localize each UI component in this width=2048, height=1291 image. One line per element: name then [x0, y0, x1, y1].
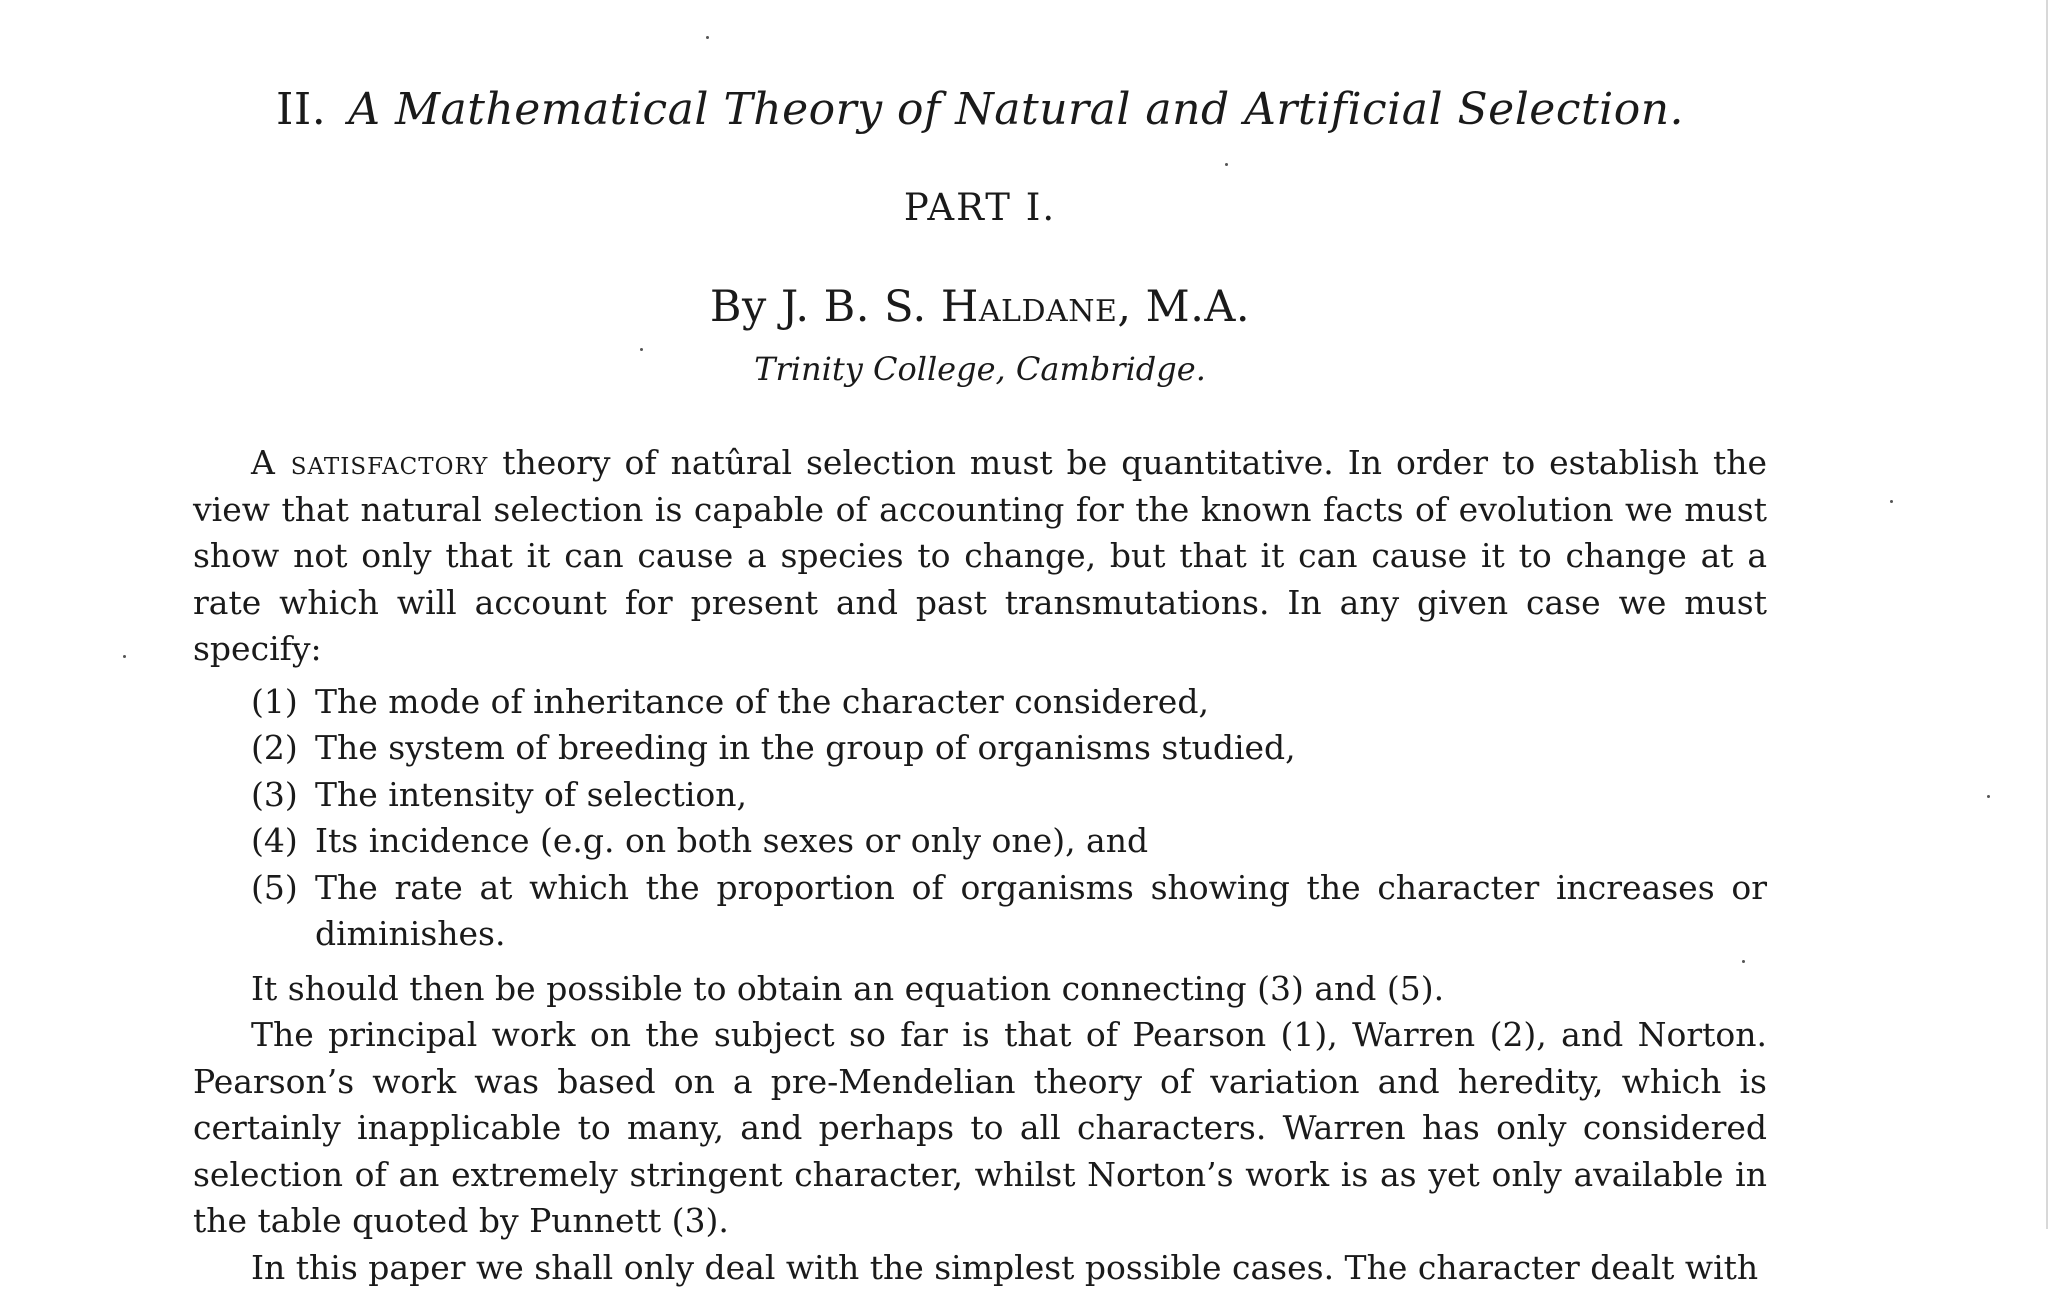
title-text: A Mathematical Theory of Natural and Artificial Selection.	[348, 84, 1684, 135]
list-item	[251, 818, 1767, 865]
list-item	[251, 679, 1767, 726]
byline-prefix: By J. B. S.	[710, 282, 927, 332]
list-item	[251, 772, 1767, 819]
paper-body	[193, 440, 1767, 1291]
scan-speck	[1742, 960, 1745, 963]
principal-work-paragraph: The principal work on the subject so far is that of Pearson (1), Warren (2), and Norton. Pearson’s work was based on a pre-Mendelian theory of variation and heredity, which is certainly inapplicable to many, and perhaps to all characters. Warren has only considered selection of an extremely stringent character, whilst Norton’s work is as yet only available in the table quoted by Punnett (3).	[193, 1012, 1767, 1245]
byline-suffix: , M.A.	[1117, 282, 1250, 332]
list-item-text: The intensity of selection,	[315, 775, 747, 814]
intro-text: theory of natûral selection must be quantitative. In order to establish the view that natural selection is capable of accounting for the known facts of evolution we must show not only that it can cause a species to change, but that it can cause it to change at a rate which will account for present and past transmutations. In any given case we must specify:	[193, 443, 1767, 668]
requirements-list	[251, 679, 1767, 958]
scan-speck	[123, 655, 126, 658]
list-item-text: The rate at which the proportion of organisms showing the character increases or diminishes.	[315, 868, 1767, 954]
list-item	[251, 725, 1767, 772]
intro-paragraph	[193, 440, 1767, 673]
list-item	[251, 865, 1767, 958]
scan-speck	[706, 36, 709, 39]
scan-speck	[1890, 500, 1893, 503]
equation-sentence: It should then be possible to obtain an equation connecting (3) and (5).	[193, 966, 1767, 1013]
list-item-number: (1)	[251, 679, 298, 726]
list-item-number: (3)	[251, 772, 298, 819]
intro-lead-smallcaps: A satisfactory	[251, 443, 488, 482]
paper-title	[0, 84, 1960, 135]
author-surname: Haldane	[941, 282, 1117, 332]
part-heading: PART I.	[0, 186, 1960, 229]
list-item-text: Its incidence (e.g. on both sexes or only one), and	[315, 821, 1148, 860]
list-item-number: (5)	[251, 865, 298, 912]
list-item-number: (4)	[251, 818, 298, 865]
list-item-text: The system of breeding in the group of organisms studied,	[315, 728, 1296, 767]
scan-speck	[640, 348, 643, 351]
section-numeral: II.	[276, 84, 326, 135]
scan-speck	[1987, 795, 1990, 798]
list-item-text: The mode of inheritance of the character considered,	[315, 682, 1209, 721]
truncated-paragraph: In this paper we shall only deal with the simplest possible cases. The character dealt with	[193, 1245, 1767, 1291]
scan-speck	[1225, 163, 1228, 166]
author-byline	[0, 282, 1960, 332]
author-affiliation: Trinity College, Cambridge.	[0, 350, 1960, 388]
list-item-number: (2)	[251, 725, 298, 772]
